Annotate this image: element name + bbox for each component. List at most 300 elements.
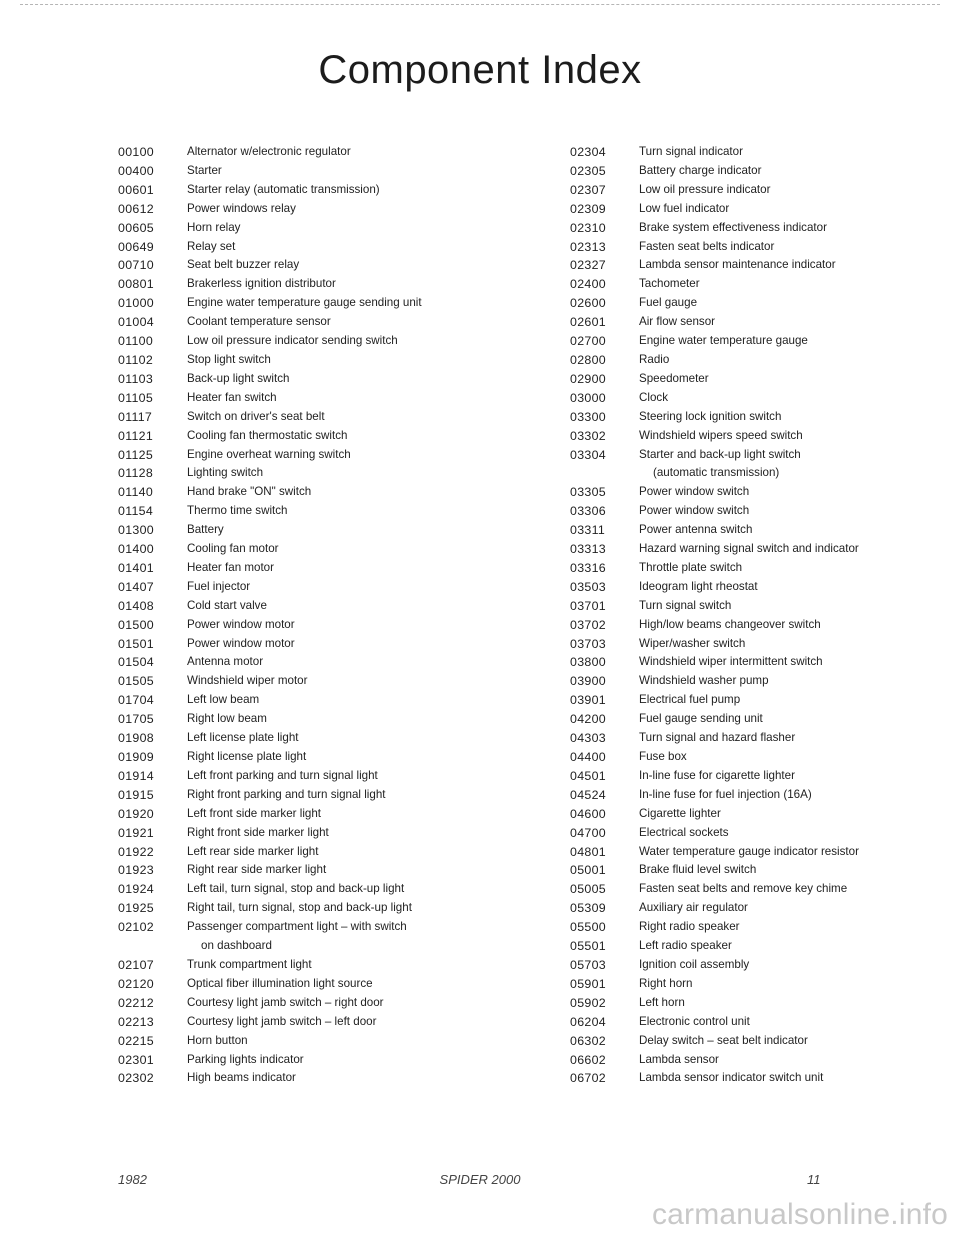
index-entry [570, 937, 950, 956]
component-code: 00400 [118, 163, 154, 178]
component-code: 05500 [570, 920, 606, 935]
index-entry [570, 162, 950, 181]
index-entry [118, 691, 498, 710]
component-description [639, 370, 950, 389]
component-code: 01000 [118, 296, 154, 311]
component-description [187, 616, 498, 635]
component-description [639, 597, 950, 616]
component-code: 04400 [570, 750, 606, 764]
component-description-text: Starter and back-up light switch [639, 447, 801, 461]
index-entry [570, 1051, 950, 1070]
component-code: 03701 [570, 598, 606, 613]
component-code: 02212 [118, 995, 154, 1010]
component-code: 03702 [570, 617, 606, 632]
component-code: 06602 [570, 1052, 606, 1067]
component-code: 03305 [570, 485, 606, 500]
component-code: 01921 [118, 825, 154, 840]
component-description [639, 899, 950, 918]
component-description-text: Brake system effectiveness indicator [639, 220, 827, 234]
component-description-text: Back-up light switch [187, 371, 290, 385]
component-description [639, 559, 950, 578]
index-entry [570, 843, 950, 862]
index-entry [570, 181, 950, 200]
index-entry [570, 861, 950, 880]
component-description [639, 219, 950, 238]
component-code: 01922 [118, 844, 154, 859]
component-description-text: Windshield wiper motor [187, 674, 308, 688]
component-description-text: Power window switch [639, 504, 750, 518]
index-entry [118, 975, 498, 994]
component-description [187, 464, 498, 483]
component-code: 01505 [118, 674, 154, 689]
component-code: 03503 [570, 579, 606, 594]
index-entry [570, 389, 950, 408]
component-description-text: Fuse box [639, 750, 687, 763]
index-entry [118, 635, 498, 654]
component-description [187, 1013, 498, 1032]
component-code: 02400 [570, 277, 606, 292]
component-description-text: Starter relay (automatic transmission) [187, 182, 380, 196]
index-entry [118, 843, 498, 862]
index-entry [570, 256, 950, 275]
index-entry [570, 143, 950, 162]
footer-year: 1982 [118, 1172, 147, 1187]
component-code: 01908 [118, 731, 154, 746]
component-description [639, 256, 950, 275]
component-description [639, 200, 950, 219]
component-code: 01125 [118, 447, 154, 462]
component-description-text: Trunk compartment light [187, 957, 312, 971]
component-description-text: Battery [187, 523, 224, 537]
component-code: 01100 [118, 334, 154, 349]
component-description [187, 861, 498, 880]
index-entry [118, 824, 498, 843]
component-description [639, 446, 950, 484]
component-description [187, 559, 498, 578]
component-code: 01909 [118, 750, 154, 764]
index-entry [570, 370, 950, 389]
component-code: 05005 [570, 882, 606, 897]
index-entry [118, 332, 498, 351]
component-description-text: Turn signal indicator [639, 145, 743, 158]
component-code: 05001 [570, 863, 606, 878]
component-description-text: Electronic control unit [639, 1014, 750, 1028]
component-code: 01103 [118, 371, 154, 386]
component-code: 01705 [118, 712, 154, 727]
component-description-text: Passenger compartment light – with switch [187, 920, 407, 934]
component-description [639, 805, 950, 824]
component-description-text: Antenna motor [187, 655, 264, 669]
component-description [187, 1069, 498, 1088]
component-code: 01924 [118, 882, 154, 897]
component-description-text: Delay switch – seat belt indicator [639, 1033, 808, 1047]
component-code: 01154 [118, 504, 154, 519]
component-description [639, 1032, 950, 1051]
component-description-text: In-line fuse for fuel injection (16A) [639, 787, 812, 801]
component-description-text: Power windows relay [187, 201, 296, 215]
component-code: 02900 [570, 371, 606, 386]
component-description [187, 446, 498, 465]
component-description-text: Hand brake "ON" switch [187, 485, 312, 499]
component-code: 03800 [570, 655, 606, 670]
component-description-text: Switch on driver's seat belt [187, 409, 325, 423]
component-description-text: Brakerless ignition distributor [187, 277, 336, 291]
component-description-text: Radio [639, 352, 670, 366]
index-entry [570, 559, 950, 578]
component-description [639, 332, 950, 351]
component-description-text: Fuel gauge [639, 296, 698, 310]
component-code: 05703 [570, 957, 606, 972]
component-code: 00605 [118, 220, 154, 235]
index-entry [570, 880, 950, 899]
component-description [187, 521, 498, 540]
component-description [187, 672, 498, 691]
component-description-text: Power antenna switch [639, 523, 753, 537]
component-description-text: Coolant temperature sensor [187, 315, 331, 329]
component-description [187, 767, 498, 786]
component-description-text: Low oil pressure indicator sending switch [187, 334, 398, 348]
component-description-text: Clock [639, 390, 668, 404]
index-entry [118, 786, 498, 805]
component-description [639, 748, 950, 767]
component-code: 03300 [570, 409, 606, 424]
component-code: 03306 [570, 504, 606, 519]
component-description [639, 181, 950, 200]
component-description-text: Windshield wipers speed switch [639, 428, 803, 442]
index-entry [118, 805, 498, 824]
page-title: Component Index [318, 48, 642, 92]
component-description [187, 294, 498, 313]
component-description [639, 275, 950, 294]
index-entry [570, 502, 950, 521]
index-entry [570, 918, 950, 937]
component-description [187, 597, 498, 616]
component-code: 01401 [118, 560, 154, 575]
component-description-text: Right low beam [187, 712, 267, 726]
component-description-text: Engine water temperature gauge [639, 334, 808, 348]
component-description-text: Right radio speaker [639, 920, 740, 934]
component-description-text: Alternator w/electronic regulator [187, 145, 351, 158]
index-entry [118, 256, 498, 275]
component-description [187, 256, 498, 275]
footer-page-number: 11 [807, 1172, 821, 1187]
component-description [187, 219, 498, 238]
footer-model: SPIDER 2000 [439, 1172, 521, 1187]
index-entry [570, 540, 950, 559]
index-entry [118, 521, 498, 540]
component-code: 01300 [118, 523, 154, 538]
component-description-text: Fuel gauge sending unit [639, 712, 763, 726]
component-code: 06302 [570, 1033, 606, 1048]
component-code: 01914 [118, 768, 154, 783]
index-entry [570, 653, 950, 672]
index-entry [118, 729, 498, 748]
component-code: 00612 [118, 201, 154, 216]
component-description-text: Seat belt buzzer relay [187, 258, 300, 272]
component-description [187, 578, 498, 597]
index-entry [570, 219, 950, 238]
component-code: 01128 [118, 466, 154, 481]
component-description-text: Power window motor [187, 617, 295, 631]
component-description-text: Left low beam [187, 693, 260, 707]
component-description-text: Water temperature gauge indicator resistor [639, 844, 859, 858]
component-description-text: Ideogram light rheostat [639, 579, 758, 593]
component-description [187, 200, 498, 219]
component-description-text: Left front parking and turn signal light [187, 768, 378, 782]
index-entry [570, 635, 950, 654]
index-entry [570, 748, 950, 767]
component-description-text: Left rear side marker light [187, 844, 319, 858]
index-entry [570, 597, 950, 616]
component-code: 00710 [118, 258, 154, 273]
index-entry [118, 200, 498, 219]
index-entry [570, 1032, 950, 1051]
component-description [187, 275, 498, 294]
component-code: 00649 [118, 239, 154, 254]
component-description [639, 918, 950, 937]
component-description [187, 502, 498, 521]
component-description [187, 918, 498, 956]
component-code: 02800 [570, 352, 606, 367]
component-description [639, 880, 950, 899]
component-code: 02313 [570, 239, 606, 254]
component-description [187, 653, 498, 672]
component-description-text: Lambda sensor indicator switch unit [639, 1071, 824, 1085]
component-description [187, 238, 498, 257]
component-code: 02700 [570, 334, 606, 349]
component-description [187, 691, 498, 710]
component-description [639, 143, 950, 162]
component-code: 01915 [118, 787, 154, 802]
component-description [187, 975, 498, 994]
component-description [187, 408, 498, 427]
component-description [639, 956, 950, 975]
component-description-text: Left tail, turn signal, stop and back-up light [187, 882, 405, 896]
index-entry [118, 672, 498, 691]
index-entry [118, 597, 498, 616]
index-entry [570, 351, 950, 370]
component-code: 02601 [570, 315, 606, 330]
component-description-text: Right license plate light [187, 750, 307, 763]
index-entry [118, 143, 498, 162]
component-description-continuation: (automatic transmission) [653, 466, 780, 480]
component-description-text: Lambda sensor [639, 1052, 719, 1066]
component-code: 05902 [570, 995, 606, 1010]
index-entry [118, 918, 498, 956]
component-description [187, 540, 498, 559]
component-description-text: Throttle plate switch [639, 560, 743, 574]
index-entry [570, 824, 950, 843]
index-entry [118, 616, 498, 635]
index-entry [118, 351, 498, 370]
component-code: 03316 [570, 560, 606, 575]
component-code: 05501 [570, 939, 606, 954]
component-code: 04524 [570, 787, 606, 802]
index-entry [570, 238, 950, 257]
component-description [639, 408, 950, 427]
component-description-text: Cold start valve [187, 598, 267, 612]
index-entry [118, 427, 498, 446]
index-entry [118, 653, 498, 672]
component-code: 01004 [118, 315, 154, 330]
index-column-left [118, 143, 498, 1088]
index-entry [118, 446, 498, 465]
component-description [639, 540, 950, 559]
component-description [639, 502, 950, 521]
component-code: 01500 [118, 617, 154, 632]
index-entry [570, 1069, 950, 1088]
component-description-text: Fasten seat belts indicator [639, 239, 775, 253]
component-description-text: Power window motor [187, 636, 295, 650]
component-description [639, 313, 950, 332]
component-description [639, 483, 950, 502]
component-description-text: Left front side marker light [187, 806, 322, 820]
index-entry [118, 1013, 498, 1032]
component-description [639, 653, 950, 672]
index-entry [570, 483, 950, 502]
index-entry [118, 181, 498, 200]
component-description [639, 767, 950, 786]
component-code: 02307 [570, 182, 606, 197]
index-entry [570, 767, 950, 786]
component-description [639, 975, 950, 994]
component-code: 01407 [118, 579, 154, 594]
component-code: 05309 [570, 901, 606, 916]
index-column-right [570, 143, 950, 1088]
component-description-continuation: on dashboard [201, 939, 272, 953]
component-description-text: Turn signal switch [639, 598, 732, 612]
component-code: 02107 [118, 957, 154, 972]
component-description-text: Right horn [639, 976, 693, 990]
component-description-text: High/low beams changeover switch [639, 617, 821, 631]
component-description-text: Heater fan motor [187, 560, 274, 574]
component-description-text: Engine overheat warning switch [187, 447, 351, 461]
component-description [187, 483, 498, 502]
component-description [639, 937, 950, 956]
component-description-text: Steering lock ignition switch [639, 409, 782, 423]
component-description-text: Auxiliary air regulator [639, 901, 748, 915]
index-entry [570, 899, 950, 918]
component-code: 04501 [570, 768, 606, 783]
component-description-text: Parking lights indicator [187, 1052, 304, 1066]
component-code: 02327 [570, 258, 606, 273]
index-entry [118, 1051, 498, 1070]
component-code: 03311 [570, 523, 606, 538]
component-description-text: Fasten seat belts and remove key chime [639, 882, 848, 896]
component-description [639, 994, 950, 1013]
component-description-text: Fuel injector [187, 579, 251, 593]
component-description-text: Right front parking and turn signal light [187, 787, 386, 801]
component-description-text: Lambda sensor maintenance indicator [639, 258, 836, 272]
component-description [639, 635, 950, 654]
component-description [639, 162, 950, 181]
component-description [639, 1051, 950, 1070]
index-entry [570, 446, 950, 484]
index-entry [118, 578, 498, 597]
component-description [639, 616, 950, 635]
component-code: 01400 [118, 542, 154, 557]
index-entry [118, 408, 498, 427]
component-code: 03703 [570, 636, 606, 651]
index-entry [118, 238, 498, 257]
component-description [639, 824, 950, 843]
index-entry [570, 994, 950, 1013]
component-code: 02310 [570, 220, 606, 235]
component-description-text: Tachometer [639, 277, 700, 291]
component-description-text: In-line fuse for cigarette lighter [639, 768, 795, 782]
component-description [639, 1013, 950, 1032]
index-entry [118, 502, 498, 521]
component-description-text: Cooling fan thermostatic switch [187, 428, 348, 442]
component-description [639, 351, 950, 370]
component-code: 04700 [570, 825, 606, 840]
index-entry [118, 1069, 498, 1088]
component-code: 03000 [570, 390, 606, 405]
index-entry [118, 294, 498, 313]
index-entry [118, 994, 498, 1013]
index-entry [118, 559, 498, 578]
component-code: 02305 [570, 163, 606, 178]
index-entry [570, 710, 950, 729]
index-entry [118, 389, 498, 408]
component-description-text: Windshield washer pump [639, 674, 769, 688]
component-description-text: Air flow sensor [639, 315, 716, 329]
component-description-text: Optical fiber illumination light source [187, 976, 373, 990]
component-code: 03900 [570, 674, 606, 689]
component-description-text: Hazard warning signal switch and indicator [639, 542, 859, 556]
component-description [639, 691, 950, 710]
component-description [187, 824, 498, 843]
index-entry [118, 1032, 498, 1051]
watermark: carmanualsonline.info [651, 1198, 948, 1231]
component-description [187, 1032, 498, 1051]
component-code: 02213 [118, 1014, 154, 1029]
component-description [639, 672, 950, 691]
component-description [639, 521, 950, 540]
component-description [187, 899, 498, 918]
index-entry [570, 672, 950, 691]
component-description [187, 162, 498, 181]
index-entry [570, 805, 950, 824]
component-code: 04801 [570, 844, 606, 859]
index-entry [118, 956, 498, 975]
index-entry [118, 483, 498, 502]
component-code: 01704 [118, 693, 154, 708]
component-description [639, 427, 950, 446]
component-description [639, 843, 950, 862]
component-code: 02309 [570, 201, 606, 216]
component-description [187, 994, 498, 1013]
component-description [639, 294, 950, 313]
index-entry [570, 975, 950, 994]
component-description [639, 729, 950, 748]
index-entry [570, 332, 950, 351]
component-description-text: Left horn [639, 995, 685, 1009]
component-description-text: Brake fluid level switch [639, 863, 757, 877]
component-description-text: Battery charge indicator [639, 163, 762, 177]
component-description [187, 332, 498, 351]
index-entry [118, 861, 498, 880]
index-entry [118, 370, 498, 389]
component-description [639, 578, 950, 597]
component-code: 01501 [118, 636, 154, 651]
index-entry [570, 956, 950, 975]
component-description-text: Right rear side marker light [187, 863, 327, 877]
component-code: 01923 [118, 863, 154, 878]
index-entry [570, 200, 950, 219]
index-entry [118, 748, 498, 767]
component-description-text: Horn relay [187, 220, 241, 234]
